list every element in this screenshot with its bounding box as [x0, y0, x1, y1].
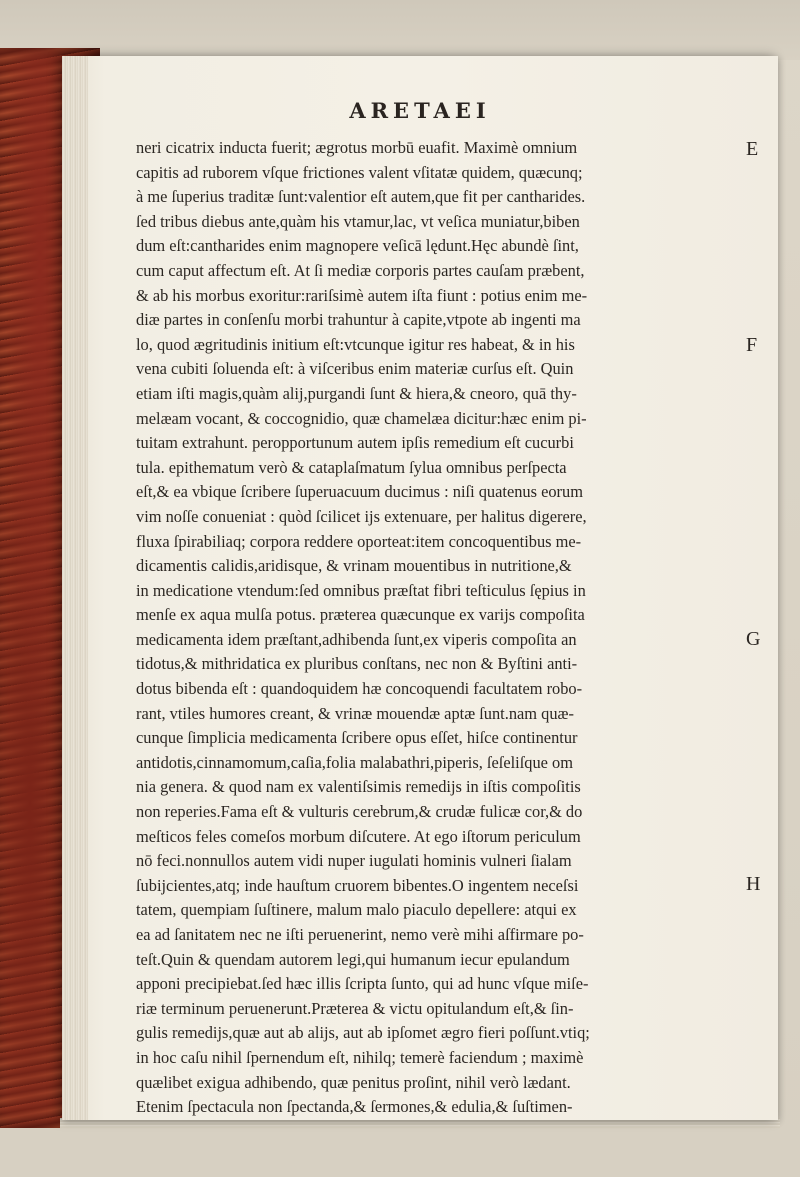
- text-line: tatem, quempiam ſuſtinere, malum malo piaculo depellere: atqui ex: [136, 900, 577, 920]
- text-line: apponi precipiebat.ſed hæc illis ſcripta ſunto, qui ad hunc vſque miſe-: [136, 974, 589, 994]
- text-line: capitis ad ruborem vſque frictiones valent vſitatæ quidem, quæcunq;: [136, 162, 583, 182]
- background-top: [0, 0, 800, 60]
- text-line: cunque ſimplicia medicamenta ſcribere opus eſſet, hiſce continentur: [136, 728, 578, 748]
- text-line: dicamentis calidis,aridisque, & vrinam mouentibus in nutritione,&: [136, 556, 572, 576]
- text-line: vim noſſe conueniat : quòd ſcilicet ijs extenuare, per halitus digerere,: [136, 506, 587, 526]
- text-line: medicamenta idem præſtant,adhibenda ſunt,ex viperis compoſita an: [136, 629, 577, 649]
- text-line: in medicatione vtendum:ſed omnibus præſtat fibri teſticulus ſępius in: [136, 580, 586, 600]
- margin-letter-f: F: [746, 334, 758, 356]
- text-line: menſe ex aqua mulſa potus. præterea quæcunque ex varijs compoſita: [136, 605, 585, 625]
- text-line: rant, vtiles humores creant, & vrinæ mouendæ aptæ ſunt.nam quæ-: [136, 703, 574, 723]
- text-line: nō feci.nonnullos autem vidi nuper iugulati hominis vulneri ſialam: [136, 851, 572, 871]
- text-line: & ab his morbus exoritur:rariſsimè autem iſta fiunt : potius enim me-: [136, 285, 588, 305]
- text-line: ſed tribus diebus ante,quàm his vtamur,lac, vt veſica muniatur,biben: [136, 211, 580, 231]
- text-line: lo, quod ægritudinis initium eſt:vtcunque igitur res habeat, & in his: [136, 334, 575, 354]
- margin-letter-e: E: [746, 138, 759, 160]
- margin-letter-h: H: [746, 873, 761, 895]
- text-line: dotus bibenda eſt : quandoquidem hæ concoquendi facultatem robo-: [136, 679, 583, 699]
- body-text: [136, 136, 732, 1120]
- text-line: antidotis,cinnamomum,caſia,folia malabathri,piperis, ſeſeliſque om: [136, 752, 573, 772]
- text-line: cum caput affectum eſt. At ſi mediæ corporis partes cauſam præbent,: [136, 260, 585, 280]
- margin-letter-g: G: [746, 628, 761, 650]
- text-line: tuitam extrahunt. peropportunum autem ipſis remedium eſt cucurbi: [136, 433, 574, 453]
- text-line: tula. epithematum verò & cataplaſmatum ſylua omnibus perſpecta: [136, 457, 567, 477]
- text-line: tidotus,& mithridatica ex pluribus conſtans, nec non & Byſtini anti-: [136, 654, 578, 674]
- text-line: fluxa ſpirabiliaq; corpora reddere oporteat:item concoquentibus me-: [136, 531, 582, 551]
- text-line: diæ partes in conſenſu morbi trahuntur à capite,vtpote ab ingenti ma: [136, 310, 581, 330]
- text-line: teſt.Quin & quendam autorem legi,qui humanum iecur epulandum: [136, 949, 570, 969]
- text-line: meſticos feles comeſos morbum diſcutere. At ego iſtorum periculum: [136, 826, 581, 846]
- text-line: non reperies.Fama eſt & vulturis cerebrum,& crudæ fulicæ cor,& do: [136, 802, 583, 822]
- text-line: in hoc caſu nihil ſpernendum eſt, nihilq; temerè faciendum ; maximè: [136, 1047, 584, 1067]
- text-line: eſt,& ea vbique ſcribere ſuperuacuum ducimus : niſi quatenus eorum: [136, 482, 583, 502]
- text-line: vena cubiti ſoluenda eſt: à viſceribus enim materiæ curſus eſt. Quin: [136, 359, 574, 379]
- text-line: neri cicatrix inducta fuerit; ægrotus morbū euafit. Maximè omnium: [136, 138, 578, 157]
- text-line: à me ſuperius traditæ ſunt:valentior eſt autem,que fit per cantharides.: [136, 187, 586, 207]
- text-line: nia genera. & quod nam ex valentiſsimis remedijs in iſtis compoſitis: [136, 777, 581, 797]
- text-line: ea ad ſanitatem nec ne iſti peruenerint, nemo verè mihi aſfirmare po-: [136, 925, 584, 944]
- running-head: ARETAEI: [349, 98, 491, 123]
- text-line: melæam vocant, & coccognidio, quæ chamelæa dicitur:hæc enim pi-: [136, 408, 587, 428]
- text-line: quælibet exigua adhibendo, quæ penitus proſint, nihil verò lædant.: [136, 1072, 571, 1092]
- text-line: Etenim ſpectacula non ſpectanda,& ſermones,& edulia,& ſuſtimen-: [136, 1097, 573, 1117]
- text-line: etiam iſti magis,quàm alij,purgandi ſunt & hiera,& cneoro, quā thy-: [136, 383, 577, 403]
- text-line: dum eſt:cantharides enim magnopere veſicā lędunt.Hęc abundè ſint,: [136, 236, 579, 256]
- text-line: ſubijcientes,atq; inde hauſtum cruorem bibentes.O ingentem neceſsi: [136, 875, 579, 895]
- page-fore-edges: [62, 56, 88, 1120]
- book-page: [62, 56, 778, 1120]
- text-line: gulis remedijs,quæ aut ab alijs, aut ab ipſomet ægro fieri poſſunt.vtiq;: [136, 1023, 590, 1043]
- text-line: riæ terminum peruenerunt.Præterea & victu opitulandum eſt,& ſin-: [136, 998, 574, 1018]
